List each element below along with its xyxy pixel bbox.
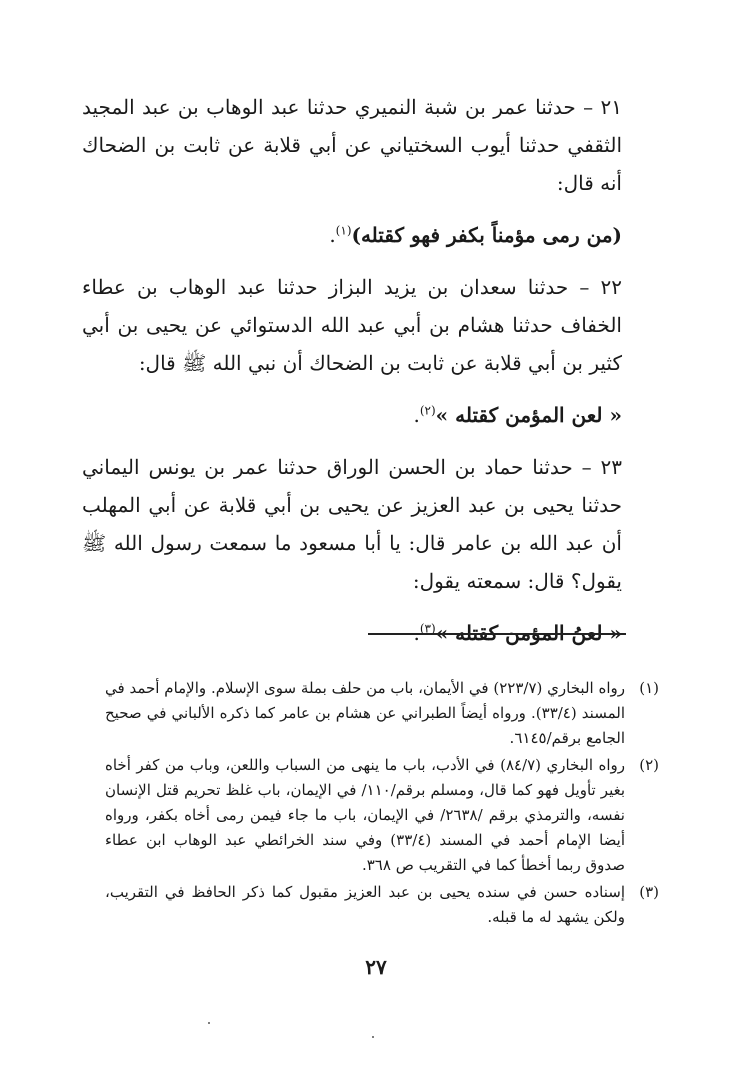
hadith-22-chain: ٢٢ – حدثنا سعدان بن يزيد البزاز حدثنا عبد الوهاب بن عطاء الخفاف حدثنا هشام بن أبي عبد الله الدستوائي عن يحيى بن أبي كثير بن أبي قلابة عن ثابت بن الضحاك أن نبي الله ﷺ قال:	[82, 275, 622, 375]
footnote-ref: (٣)	[419, 621, 436, 636]
footnotes	[105, 676, 659, 932]
main-text	[82, 88, 622, 652]
scan-speck	[372, 1036, 374, 1038]
footnote-text: رواه البخاري (٨٤/٧) في الأدب، باب ما ينهى من السباب واللعن، وباب من كفر أخاه بغير تأويل فهو كما قال، ومسلم برقم/١١٠/ في الإيمان، باب غلظ تحريم قتل الإنسان نفسه، والترمذي برقم /٢٦٣٨/ في الإيمان، باب ما جاء فيمن رمى أخاه بكفر، ورواه أيضا الإمام أحمد في المسند (٣٣/٤) وفي سند الخرائطي عبد الوهاب ابن عطاء صدوق ربما أخطأ كما في التقريب ص ٣٦٨.	[105, 756, 626, 874]
footnote-3	[105, 880, 659, 930]
footnote-ref: (١)	[335, 223, 352, 238]
footnote-separator	[368, 633, 626, 635]
scan-speck	[208, 1022, 210, 1024]
footnote-number: (١)	[639, 679, 659, 697]
footnote-number: (٣)	[639, 883, 659, 901]
footnote-text: إسناده حسن في سنده يحيى بن عبد العزيز مقبول كما ذكر الحافظ في التقريب، ولكن يشهد له ما قبله.	[105, 883, 625, 926]
quote-text: « لعنُ المؤمن كقتله »	[435, 621, 622, 645]
hadith-23-quote: « لعنُ المؤمن كقتله »$^{(٣)}$.	[413, 621, 622, 645]
footnote-number: (٢)	[639, 756, 659, 774]
page-number: ٢٧	[365, 955, 387, 979]
hadith-23-chain: ٢٣ – حدثنا حماد بن الحسن الوراق حدثنا عمر بن يونس اليماني حدثنا يحيى بن عبد العزيز عن يحيى بن أبي قلابة عن أبي المهلب أن عبد الله بن عامر قال: يا أبا مسعود ما سمعت رسول الله ﷺ يقول؟ قال: سمعته يقول:	[82, 455, 622, 593]
footnote-text: رواه البخاري (٢٢٣/٧) في الأيمان، باب من حلف بملة سوى الإسلام. والإمام أحمد في المسند (٣٣/٤). ورواه أيضاً الطبراني عن هشام بن عامر كما ذكره الألباني في صحيح الجامع برقم/٦١٤٥.	[105, 679, 626, 747]
hadith-22-quote: « لعن المؤمن كقتله »$^{(٢)}$.	[413, 403, 622, 427]
quote-text: « لعن المؤمن كقتله »	[435, 403, 622, 427]
quote-text: (من رمى مؤمناً بكفر فهو كقتله)	[351, 223, 622, 247]
hadith-21-chain: ٢١ – حدثنا عمر بن شبة النميري حدثنا عبد الوهاب بن عبد المجيد الثقفي حدثنا أيوب السختياني عن أبي قلابة عن ثابت بن الضحاك أنه قال:	[82, 95, 622, 195]
footnote-ref: (٢)	[419, 403, 436, 418]
footnote-2	[105, 753, 659, 878]
footnote-1	[105, 676, 659, 751]
hadith-21-quote: (من رمى مؤمناً بكفر فهو كقتله)$^{(١)}$.	[329, 223, 622, 247]
